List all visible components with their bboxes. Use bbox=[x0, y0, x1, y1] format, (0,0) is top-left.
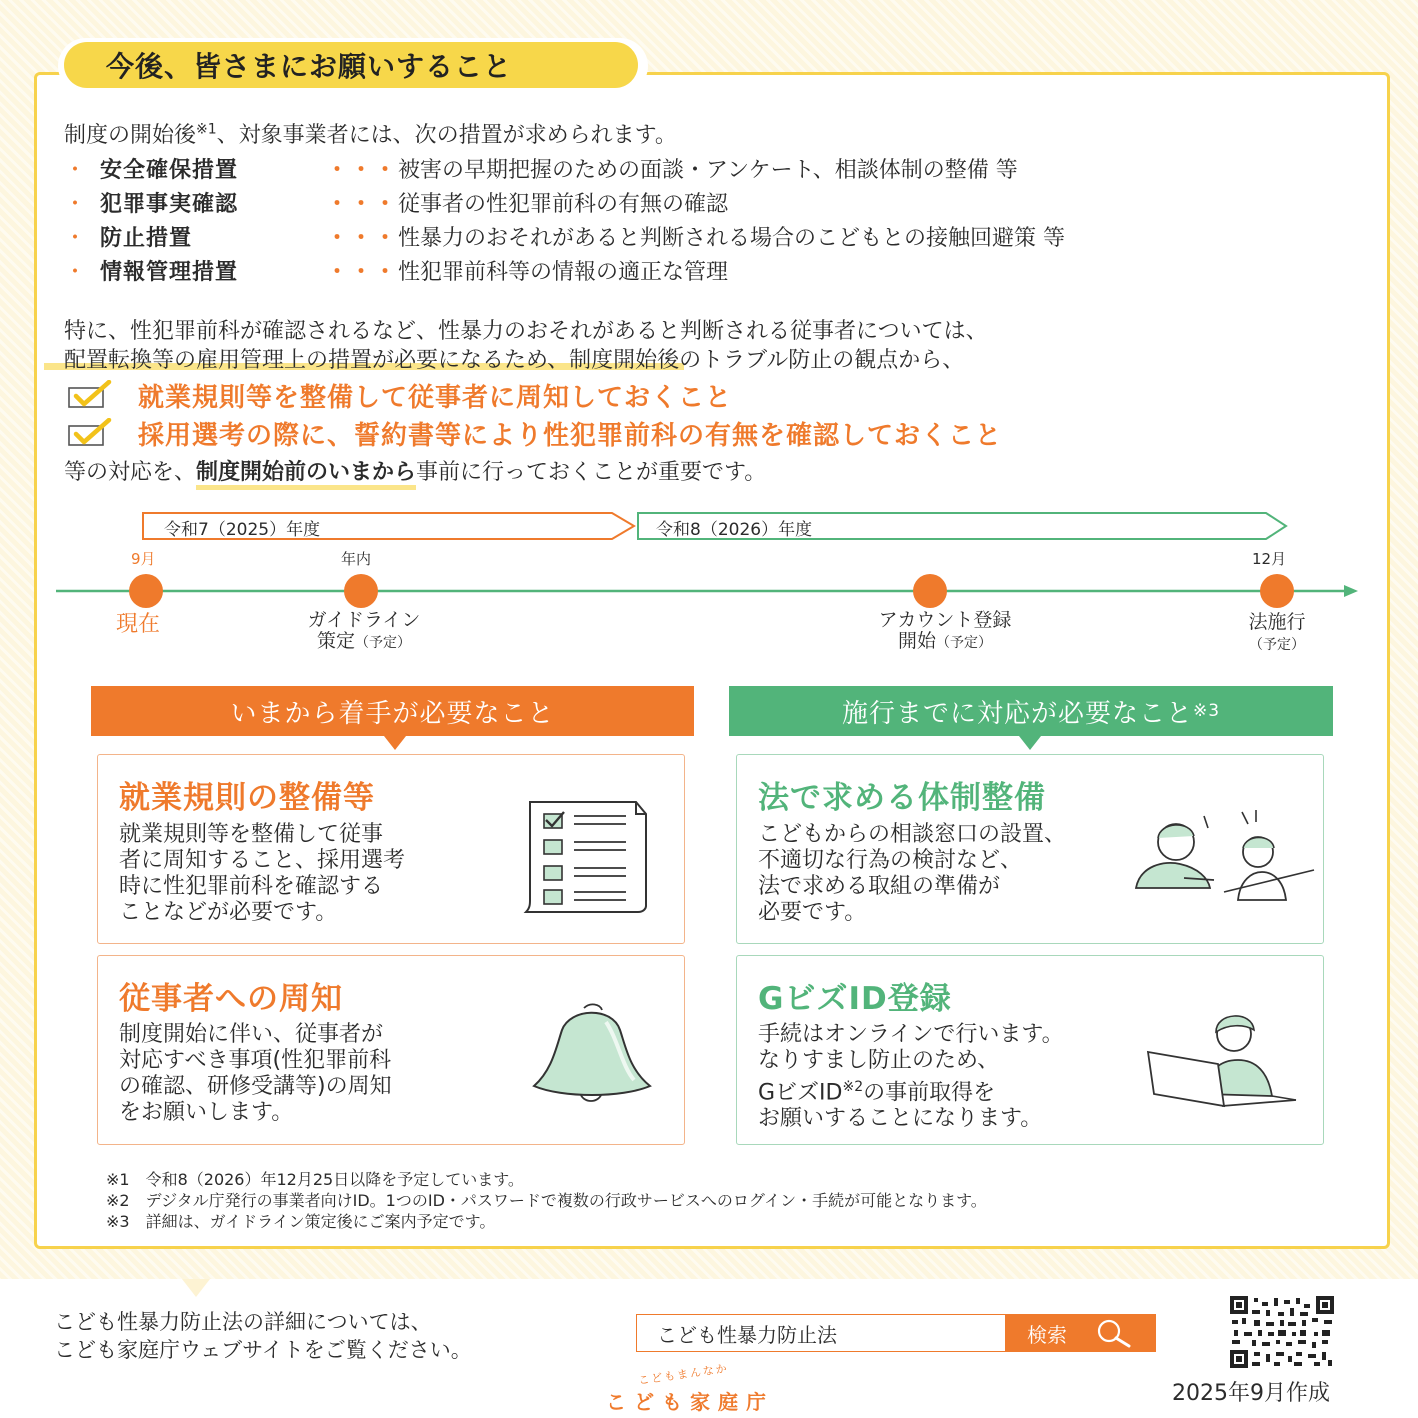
section-header-before-law: 施行までに対応が必要なこと ※3 bbox=[729, 686, 1333, 736]
milestone-account: アカウント登録 開始（予定） bbox=[878, 609, 1012, 652]
search-button[interactable] bbox=[1005, 1315, 1155, 1351]
measure-row bbox=[64, 186, 728, 218]
footnote: ※3 詳細は、ガイドライン策定後にご案内予定です。 bbox=[106, 1212, 496, 1231]
creation-date: 2025年9月作成 bbox=[1172, 1381, 1330, 1406]
footer-text: こども性暴力防止法の詳細については、 こども家庭庁ウェブサイトをご覧ください。 bbox=[54, 1310, 472, 1362]
measure-desc: 性犯罪前科等の情報の適正な管理 bbox=[398, 259, 729, 285]
measure-desc: 性暴力のおそれがあると判断される場合のこどもとの接触回避策 等 bbox=[398, 225, 1065, 251]
check-item bbox=[66, 378, 732, 412]
separator-dots: ・・・ bbox=[326, 259, 399, 285]
check-text: 採用選考の際に、誓約書等により性犯罪前科の有無を確認しておくこと bbox=[138, 420, 1003, 451]
bullet: ・ bbox=[64, 191, 87, 217]
card-title: 従事者への周知 bbox=[119, 981, 343, 1017]
milestone-guideline: ガイドライン 策定（予定） bbox=[307, 609, 421, 652]
milestone-dot-guideline bbox=[344, 574, 378, 608]
section-header-now: いまから着手が必要なこと bbox=[91, 686, 694, 736]
paragraph-line: 配置転換等の雇用管理上の措置が必要になるため、制度開始後のトラブル防止の観点から、 bbox=[64, 348, 965, 373]
card-text: こどもからの相談窓口の設置、 不適切な行為の検討など、 法で求める取組の準備が 必要です。 bbox=[758, 822, 1067, 925]
month-label-sep: 9月 bbox=[131, 550, 156, 568]
bullet: ・ bbox=[64, 157, 87, 183]
checkbox-checked-icon bbox=[66, 380, 112, 410]
card-text: 制度開始に伴い、従事者が 対応すべき事項(性犯罪前科 の確認、研修受講等)の周知 をお願いします。 bbox=[119, 1022, 392, 1125]
qr-code-icon[interactable] bbox=[1230, 1296, 1334, 1368]
section-pointer bbox=[384, 736, 406, 750]
logo-tagline: こどもまんなか bbox=[637, 1361, 730, 1388]
section-pointer bbox=[1019, 736, 1041, 750]
checklist-document-icon bbox=[518, 796, 650, 918]
month-label-dec: 12月 bbox=[1252, 550, 1287, 568]
footnote: ※1 令和8（2026）年12月25日以降を予定しています。 bbox=[106, 1170, 524, 1189]
month-label-year: 年内 bbox=[341, 550, 372, 568]
laptop-user-icon bbox=[1144, 1004, 1304, 1116]
milestone-law: 法施行 （予定） bbox=[1248, 611, 1306, 653]
search-button-label: 検索 bbox=[1027, 1322, 1067, 1347]
bell-icon bbox=[522, 1000, 656, 1108]
consultation-illustration-icon bbox=[1128, 808, 1318, 912]
check-item bbox=[66, 416, 1002, 450]
measure-row bbox=[64, 254, 728, 286]
search-box bbox=[636, 1314, 1156, 1352]
measure-desc: 従事者の性犯罪前科の有無の確認 bbox=[398, 191, 729, 217]
card-title: 就業規則の整備等 bbox=[119, 780, 375, 816]
fy-2026-label: 令和8（2026）年度 bbox=[656, 520, 813, 540]
timeline-arrowhead bbox=[1344, 585, 1358, 597]
bullet: ・ bbox=[64, 259, 87, 285]
checkbox-checked-icon bbox=[66, 418, 112, 448]
paragraph-line: 特に、性犯罪前科が確認されるなど、性暴力のおそれがあると判断される従事者については、 bbox=[64, 319, 988, 344]
card-text: 手続はオンラインで行います。 なりすまし防止のため、 GビズID$^{※2}$の事前取得を お願いすることになります。 bbox=[758, 1022, 1064, 1132]
measure-name: 犯罪事実確認 bbox=[100, 191, 239, 217]
measure-name: 防止措置 bbox=[100, 225, 193, 251]
footnote: ※2 デジタル庁発行の事業者向けID。1つのID・パスワードで複数の行政サービスへのログイン・手続が可能となります。 bbox=[106, 1191, 987, 1210]
card-title: GビズID登録 bbox=[758, 981, 952, 1017]
search-icon bbox=[1093, 1318, 1133, 1348]
check-text: 就業規則等を整備して従事者に周知しておくこと bbox=[138, 382, 733, 413]
measure-desc: 被害の早期把握のための面談・アンケート、相談体制の整備 等 bbox=[398, 157, 1018, 183]
separator-dots: ・・・ bbox=[326, 225, 399, 251]
bullet: ・ bbox=[64, 225, 87, 251]
emphasis-text: 制度開始前のいまから bbox=[196, 460, 416, 490]
card-text: 就業規則等を整備して従事 者に周知すること、採用選考 時に性犯罪前科を確認する ことなどが必要です。 bbox=[119, 822, 406, 925]
milestone-now: 現在 bbox=[116, 612, 161, 637]
paragraph-conclusion: 等の対応を、制度開始前のいまから事前に行っておくことが重要です。 bbox=[64, 455, 766, 486]
measure-row bbox=[64, 152, 1018, 184]
footer-pointer bbox=[182, 1279, 210, 1297]
measure-row bbox=[64, 220, 1065, 252]
separator-dots: ・・・ bbox=[326, 157, 399, 183]
fy-2025-label: 令和7（2025）年度 bbox=[164, 520, 321, 540]
measure-name: 情報管理措置 bbox=[100, 259, 239, 285]
separator-dots: ・・・ bbox=[326, 191, 399, 217]
card-title: 法で求める体制整備 bbox=[758, 780, 1046, 816]
intro-text: 制度の開始後$^{※1}$、対象事業者には、次の措置が求められます。 bbox=[64, 121, 677, 148]
measure-name: 安全確保措置 bbox=[100, 157, 239, 183]
milestone-dot-now bbox=[129, 574, 163, 608]
milestone-dot-account bbox=[913, 574, 947, 608]
agency-logo: こども家庭庁 bbox=[606, 1390, 774, 1414]
milestone-dot-law bbox=[1260, 574, 1294, 608]
search-input[interactable]: こども性暴力防止法 bbox=[657, 1322, 837, 1347]
page-title: 今後、皆さまにお願いすること bbox=[64, 42, 638, 88]
